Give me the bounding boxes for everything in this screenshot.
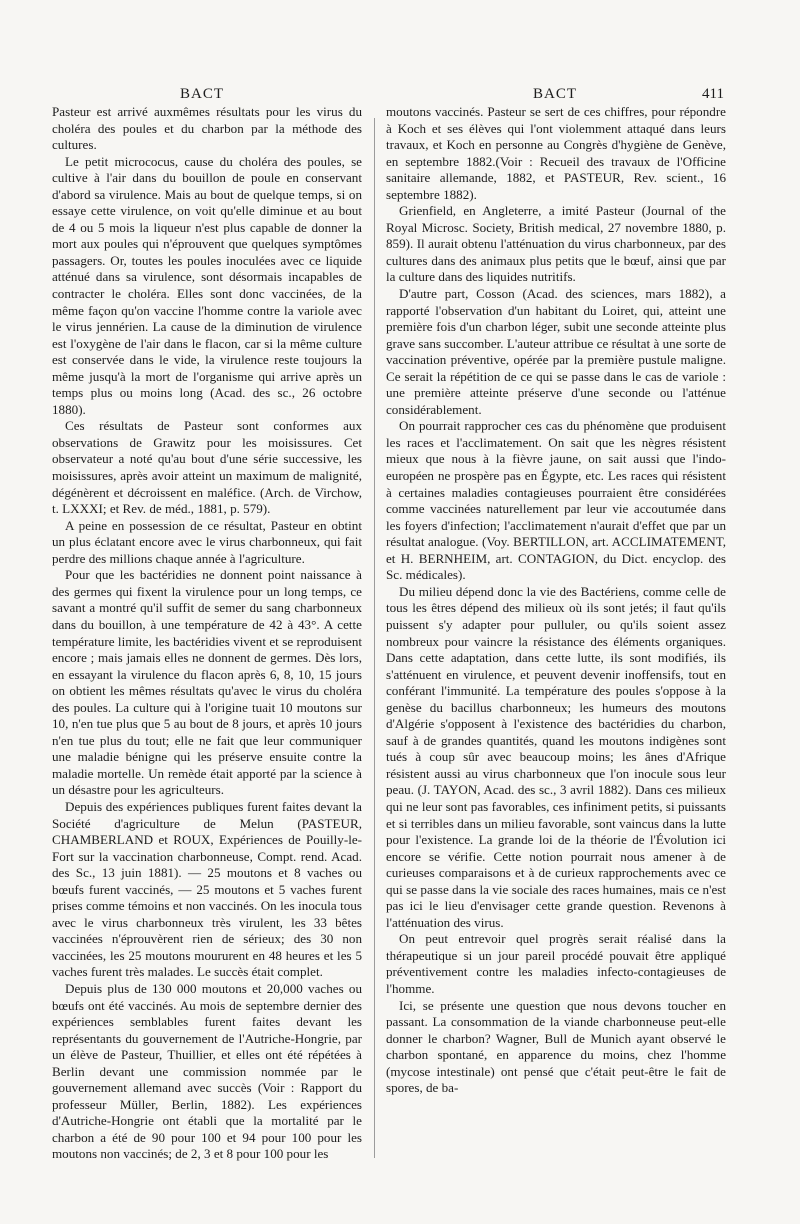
page-number: 411 [702, 86, 724, 102]
paragraph: D'autre part, Cosson (Acad. des sciences, mars 1882), a rapporté l'observation d'un habitant du Loiret, qui, atteint une première fois d'un charbon léger, subit une seconde atteinte plus grave sans succomber. L'auteur attribue ce résultat à une sorte de vaccination préventive, opérée par la première pustule maligne. Ce serait la répétition de ce qui se passe dans le cas de variole : une première atteinte préserve d'une seconde ou l'atténue considérablement. [386, 286, 726, 417]
paragraph: Ici, se présente une question que nous devons toucher en passant. La consommation de la viande charbonneuse peut-elle donner le charbon? Wagner, Bull de Munich ayant observé le charbon spontané, en apparence du moins, chez l'homme (mycose intestinale) ont pensé que c'était peut-être le fait de spores, de ba- [386, 997, 726, 1096]
left-column [52, 104, 362, 1163]
paragraph: Pour que les bactéridies ne donnent point naissance à des germes qui fixent la virulence pour un long temps, ce savant a montré qu'il suffit de semer du sang charbonneux dans du bouillon, à une température de 42 à 43°. A cette température limite, les bactéridies vivent et se reproduisent encore ; mais jamais elles ne donnent de germes. Dès lors, en essayant la virulence du flacon après 6, 8, 10, 15 jours on obtient les mêmes résultats qu'avec le virus du choléra des poules. La culture qui à l'origine tuait 10 moutons sur 10, n'en tue plus que 5 au bout de 8 jours, et après 10 jours n'en tue plus du tout; elle ne fait que leur communiquer une maladie bénigne qui les préserve ensuite contre la maladie mortelle. Un remède était apporté par la science à un désastre pour les agriculteurs. [52, 567, 362, 798]
paragraph: Grienfield, en Angleterre, a imité Pasteur (Journal of the Royal Microsc. Society, British medical, 27 novembre 1880, p. 859). Il aurait obtenu l'atténuation du virus charbonneux, par des cultures dans des animaux plus petits que le bœuf, ainsi que par la culture dans des liquides nutritifs. [386, 203, 726, 285]
paragraph: Du milieu dépend donc la vie des Bactériens, comme celle de tous les êtres dépend des milieux où ils sont jetés; il faut qu'ils puissent s'y adapter pour pulluler, ou qu'ils soient assez nombreux pour vaincre la résistance des éléments organiques. Dans cette adaptation, dans cette lutte, ils sont modifiés, ils s'atténuent en virulence, et peuvent devenir inoffensifs, tout en conférant l'immunité. La température des poules s'oppose à la genèse du bacillus charbonneux; les humeurs des moutons d'Algérie s'opposent à l'existence des bactéridies du charbon, sauf à de grandes quantités, quand les moutons indigènes sont tués à coup sûr avec beaucoup moins; les ânes d'Afrique résistent aussi au virus charbonneux que l'on inocule sous leur peau. (J. TAYON, Acad. des sc., 3 avril 1882). Dans ces milieux qui ne leur sont pas favorables, ces infiniment petits, si puissants et si terribles dans un milieu favorable, sont vaincus dans la lutte pour l'existence. La grande loi de la théorie de l'Évolution ici encore se vérifie. Cette notion pourrait nous amener à de curieuses comparaisons et à de curieux rapprochements avec ce qui se passe dans la vie sociale des races humaines, mais ce n'est pas ici le lieu d'envisager cette grande question. Revenons à l'atténuation des virus. [386, 583, 726, 930]
column-divider [374, 118, 375, 1158]
paragraph: On peut entrevoir quel progrès serait réalisé dans la thérapeutique si un jour pareil procédé pouvait être appliqué préventivement contre les maladies infecto-contagieuses de l'homme. [386, 931, 726, 996]
paragraph: moutons vaccinés. Pasteur se sert de ces chiffres, pour répondre à Koch et ses élèves qui l'ont violemment attaqué dans leurs travaux, et Koch en personne au Congrès d'hygiène de Genève, en septembre 1882.(Voir : Recueil des travaux de l'Officine sanitaire allemande, 1882, et PASTEUR, Rev. scient., 16 septembre 1882). [386, 104, 726, 202]
running-head-left: BACT [180, 86, 225, 102]
right-column [386, 104, 726, 1097]
running-head-right: BACT [533, 86, 578, 102]
paragraph: Ces résultats de Pasteur sont conformes aux observations de Grawitz pour les moisissures. Cet observateur a noté qu'au bout d'une série successive, les moisissures, après avoir atteint un maximum de malignité, dégénèrent et décroissent en maléfice. (Arch. de Virchow, t. LXXXI; et Rev. de méd., 1881, p. 579). [52, 418, 362, 517]
paragraph: Pasteur est arrivé auxmêmes résultats pour les virus du choléra des poules et du charbon par la méthode des cultures. [52, 104, 362, 153]
paragraph: A peine en possession de ce résultat, Pasteur en obtint un plus éclatant encore avec le virus charbonneux, qui fait perdre des millions chaque année à l'agriculture. [52, 517, 362, 566]
paragraph: Depuis plus de 130 000 moutons et 20,000 vaches ou bœufs ont été vaccinés. Au mois de septembre dernier des expériences semblables furent faites devant les représentants du gouvernement de l'Autriche-Hongrie, par un élève de Pasteur, Thuillier, et elles ont été répétées à Berlin devant une commission nommée par le gouvernement allemand avec succès (Voir : Rapport du professeur Müller, Berlin, 1882). Les expériences d'Autriche-Hongrie ont établi que la mortalité par le charbon a été de 90 pour 100 et 94 pour 100 pour les moutons non vaccinés; de 2, 3 et 8 pour 100 pour les [52, 980, 362, 1162]
paragraph: Depuis des expériences publiques furent faites devant la Société d'agriculture de Melun (PASTEUR, CHAMBERLAND et ROUX, Expériences de Pouilly-le-Fort sur la vaccination charbonneuse, Compt. rend. Acad. des Sc., 13 juin 1881). — 25 moutons et 8 vaches ou bœufs furent vaccinés, — 25 moutons et 5 vaches furent prises comme témoins et non vaccinés. On les inocula tous avec le virus charbonneux très virulent, les 33 bêtes vaccinées n'éprouvèrent rien de sérieux; des 30 non vaccinées, les 25 moutons moururent en 48 heures et les 5 vaches furent très malades. Le succès était complet. [52, 798, 362, 980]
paragraph: On pourrait rapprocher ces cas du phénomène que produisent les races et l'acclimatement. On sait que les nègres résistent mieux que nous à la fièvre jaune, on sait aussi que l'indo-européen ne prospère pas en Égypte, etc. Les races qui résistent à certaines maladies contagieuses pourraient être considérées comme vaccinées naturellement par leur vie accoutumée dans les foyers d'infection; l'acclimatement n'aurait d'effet que par un résultat analogue. (Voy. BERTILLON, art. ACCLIMATEMENT, et H. BERNHEIM, art. CONTAGION, du Dict. encyclop. des Sc. médicales). [386, 418, 726, 583]
paragraph: Le petit micrococus, cause du choléra des poules, se cultive à l'air dans du bouillon de poule en conservant d'abord sa virulence. Mais au bout de quelque temps, si on essaye cette virulence, on voit qu'elle diminue et au bout de 4 ou 5 mois la liqueur n'est plus capable de donner la mort aux poules qui n'éprouvent que quelques symptômes passagers. Or, toutes les poules inoculées avec ce liquide atténué dans sa virulence, sont désormais incapables de contracter le choléra. Elles sont donc vaccinées, de la même façon qu'on vaccine l'homme contre la variole avec le virus jennérien. La cause de la diminution de virulence est l'oxygène de l'air dans le flacon, car si la même culture est conservée dans le vide, la virulence reste toujours la même jusqu'à la mort de l'organisme qui arrive après un temps plus ou moins long (Acad. des sc., 26 octobre 1880). [52, 153, 362, 417]
